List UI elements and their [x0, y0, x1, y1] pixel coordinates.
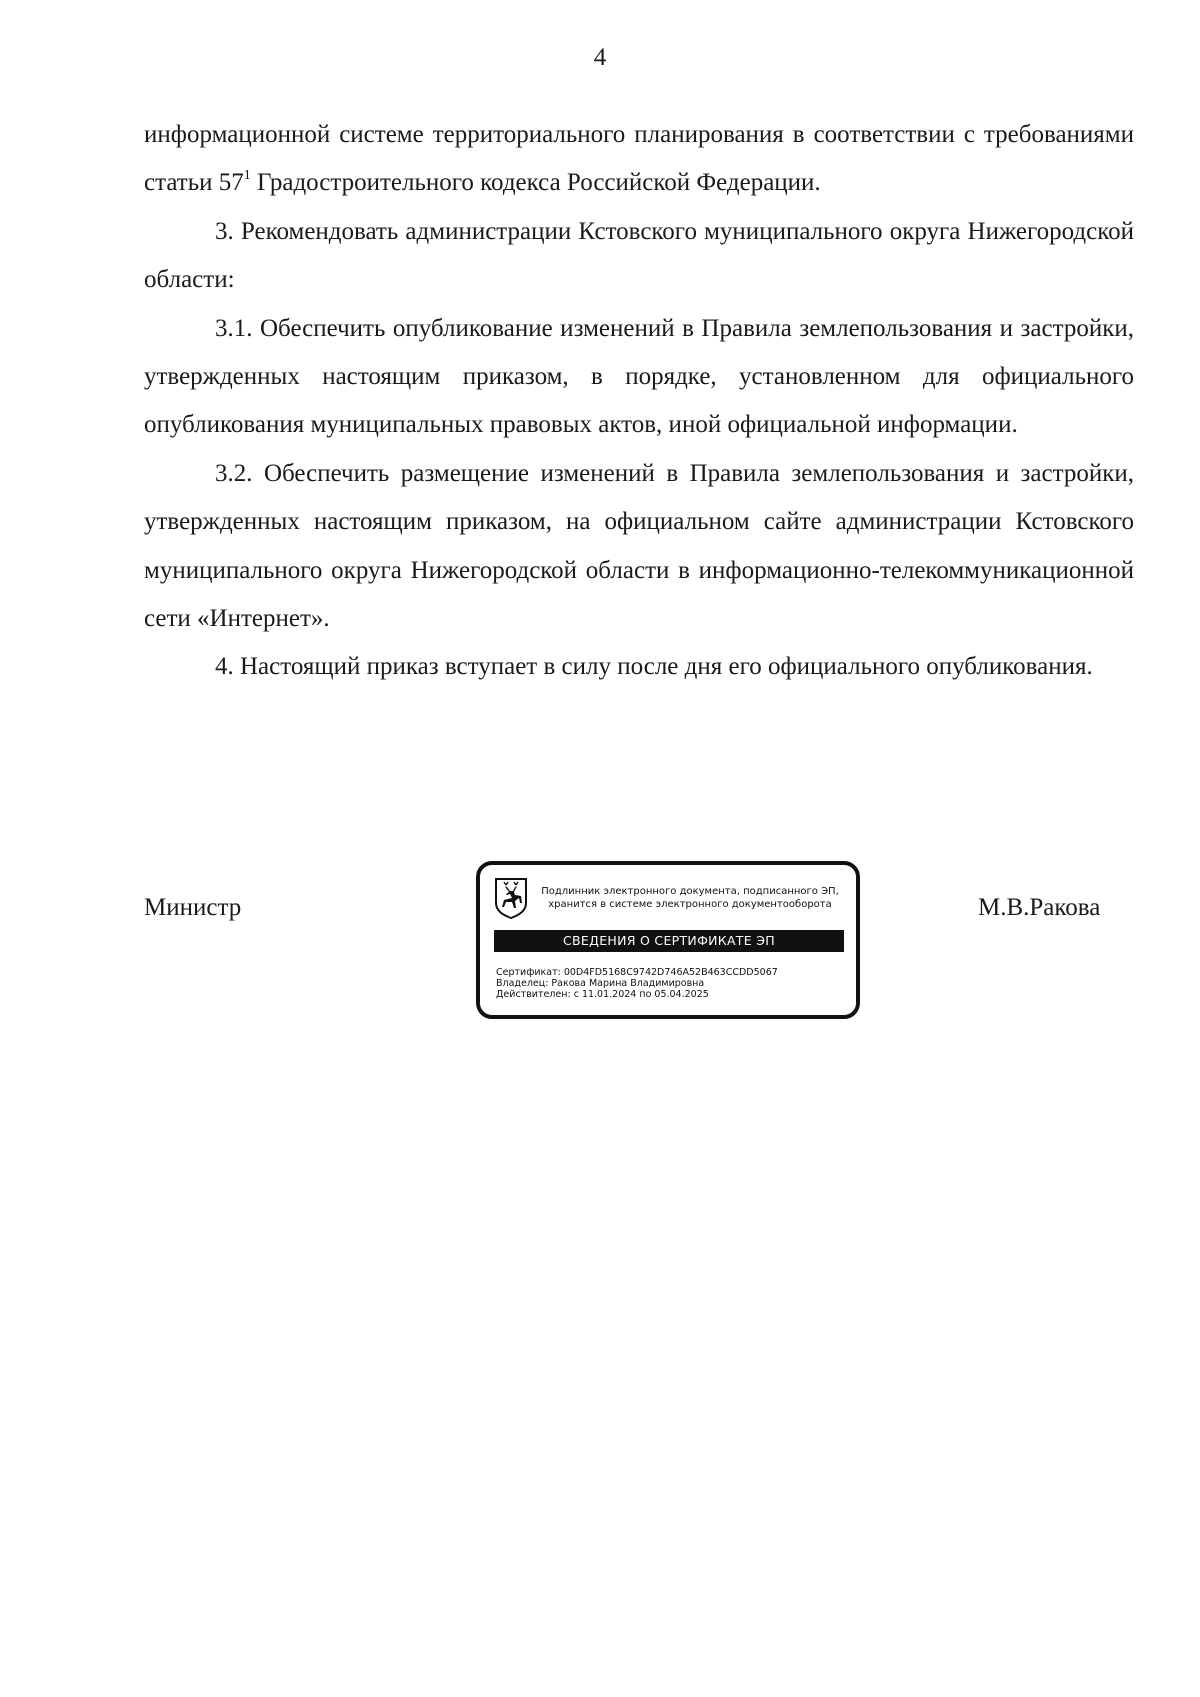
signatory-name: М.В.Ракова: [978, 894, 1101, 921]
deer-emblem-icon: [494, 877, 528, 919]
paragraph-text: информационной системе территориального планирования в соответствии с требованиями статьи 57: [144, 121, 1134, 197]
page-number: 4: [593, 44, 607, 71]
certificate-number: Сертификат: 00D4FD5168C9742D746A52B463CCDD5067: [496, 967, 778, 978]
stamp-header-line: хранится в системе электронного документооборота: [548, 899, 832, 910]
paragraph-item-3-2: 3.2. Обеспечить размещение изменений в Правила землепользования и застройки, утвержденных настоящим приказом, на официальном сайте администрации Кстовского муниципального округа Нижегородской области в информационно-телекоммуникационной сети «Интернет».: [144, 459, 1134, 633]
paragraph-item-3: 3. Рекомендовать администрации Кстовского муниципального округа Нижегородской области:: [144, 217, 1134, 294]
stamp-certificate-bar: СВЕДЕНИЯ О СЕРТИФИКАТЕ ЭП: [494, 930, 844, 952]
document-body: [144, 111, 1134, 692]
electronic-signature-stamp: [476, 861, 860, 1019]
certificate-owner: Владелец: Ракова Марина Владимировна: [496, 978, 705, 989]
stamp-header-line: Подлинник электронного документа, подписанного ЭП,: [541, 886, 839, 897]
paragraph-text-tail: Градостроительного кодекса Российской Федерации.: [250, 169, 821, 197]
paragraph-continuation: [144, 111, 1134, 208]
stamp-header: [530, 885, 850, 911]
stamp-certificate-details: [496, 967, 846, 1000]
paragraph-item-4: 4. Настоящий приказ вступает в силу после дня его официального опубликования.: [215, 653, 1093, 681]
superscript-index: 1: [243, 168, 251, 184]
paragraph-item-3-1: 3.1. Обеспечить опубликование изменений в Правила землепользования и застройки, утвержденных настоящим приказом, в порядке, установленном для официального опубликования муниципальных правовых актов, иной официальной информации.: [144, 314, 1134, 439]
certificate-validity: Действителен: с 11.01.2024 по 05.04.2025: [496, 989, 709, 1000]
signatory-title: Министр: [144, 894, 242, 921]
